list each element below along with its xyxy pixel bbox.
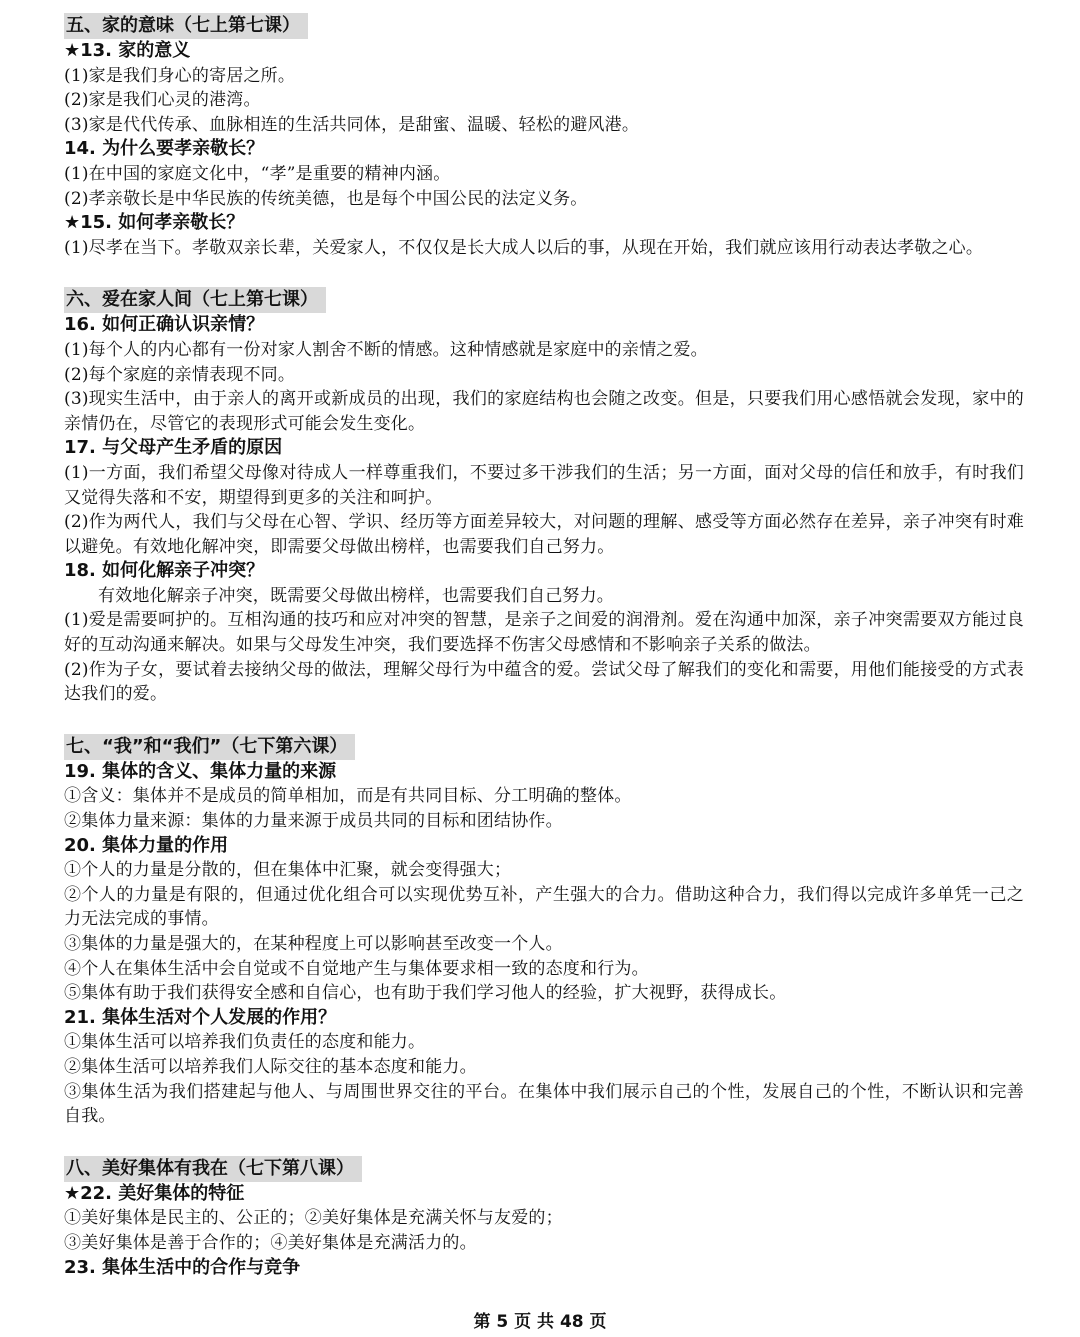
question-title: 19. 集体的含义、集体力量的来源 [64,760,337,782]
answer-item: ①含义：集体并不是成员的简单相加，而是有共同目标、分工明确的整体。 [64,786,632,807]
answer-item: ①美好集体是民主的、公正的；②美好集体是充满关怀与友爱的； [64,1208,563,1229]
answer-item: (3)现实生活中，由于亲人的离开或新成员的出现，我们的家庭结构也会随之改变。但是，只要我们用心感悟就会发现，家中的亲情仍在，尽管它的表现形式可能会发生变化。 [64,389,1024,434]
answer-item: (2)作为两代人，我们与父母在心智、学识、经历等方面差异较大，对问题的理解、感受等方面必然存在差异，亲子冲突有时难以避免。有效地化解冲突，即需要父母做出榜样，也需要我们自己努力。 [64,512,1024,557]
answer-item: (1)爱是需要呵护的。互相沟通的技巧和应对冲突的智慧，是亲子之间爱的润滑剂。爱在沟通中加深，亲子冲突需要双方能过良好的互动沟通来解决。如果与父母发生冲突，我们要选择不伤害父母感情和不影响亲子关系的做法。 [64,610,1024,656]
answer-item: ③集体的力量是强大的，在某种程度上可以影响甚至改变一个人。 [64,934,563,954]
answer-item: ②个人的力量是有限的，但通过优化组合可以实现优势互补，产生强大的合力。借助这种合力，我们得以完成许多单凭一己之力无法完成的事情。 [64,884,1024,930]
answer-item: ④个人在集体生活中会自觉或不自觉地产生与集体要求相一致的态度和行为。 [64,958,649,979]
answer-item: ⑤集体有助于我们获得安全感和自信心，也有助于我们学习他人的经验，扩大视野，获得成长。 [64,983,787,1004]
section-spacer [64,707,1024,733]
answer-item: ①个人的力量是分散的，但在集体中汇聚，就会变得强大； [64,860,512,881]
section [64,12,1024,260]
answer-item: ②集体力量来源：集体的力量来源于成员共同的目标和团结协作。 [64,811,563,832]
answer-item: (1)在中国的家庭文化中，“孝”是重要的精神内涵。 [64,163,451,184]
section-spacer [64,1129,1024,1155]
page-footer: 第 5 页 共 48 页 [473,1312,607,1332]
answer-item: ③集体生活为我们搭建起与他人、与周围世界交往的平台。在集体中我们展示自己的个性，发展自己的个性，不断认识和完善自我。 [64,1081,1024,1127]
question-title: ★22. 美好集体的特征 [64,1182,245,1204]
answer-item: (1)一方面，我们希望父母像对待成人一样尊重我们，不要过多干涉我们的生活；另一方面，面对父母的信任和放手，有时我们又觉得失落和不安，期望得到更多的关注和呵护。 [64,462,1024,508]
answer-item: (2)孝亲敬长是中华民族的传统美德，也是每个中国公民的法定义务。 [64,188,588,209]
question-title: ★15. 如何孝亲敬长？ [64,212,245,234]
question-title: 14. 为什么要孝亲敬长？ [64,138,265,160]
section-spacer [64,260,1024,286]
answer-item: ①集体生活可以培养我们负责任的态度和能力。 [64,1032,426,1053]
document-page [64,12,1024,1280]
answer-item: (1)每个人的内心都有一份对家人割舍不断的情感。这种情感就是家庭中的亲情之爱。 [64,339,708,360]
answer-item: (2)作为子女，要试着去接纳父母的做法，理解父母行为中蕴含的爱。尝试父母了解我们的变化和需要，用他们能接受的方式表达我们的爱。 [64,659,1024,705]
section-header: 八、美好集体有我在（七下第八课） [64,1156,362,1182]
question-title: 17. 与父母产生矛盾的原因 [64,437,283,459]
answer-item: ②集体生活可以培养我们人际交往的基本态度和能力。 [64,1056,477,1077]
answer-item: (1)尽孝在当下。孝敬双亲长辈，关爱家人，不仅仅是长大成人以后的事，从现在开始，我们就应该用行动表达孝敬之心。 [64,237,984,258]
question-title: 21. 集体生活对个人发展的作用？ [64,1006,337,1028]
section-header: 七、“我”和“我们”（七下第六课） [64,734,355,760]
answer-item: ③美好集体是善于合作的；④美好集体是充满活力的。 [64,1232,477,1253]
answer-item: (2)家是我们心灵的港湾。 [64,90,261,111]
section-header: 六、爱在家人间（七上第七课） [64,287,326,313]
answer-item: (3)家是代代传承、血脉相连的生活共同体，是甜蜜、温暖、轻松的避风港。 [64,114,640,135]
question-title: 23. 集体生活中的合作与竞争 [64,1256,301,1278]
section [64,733,1024,1129]
answer-item: (2)每个家庭的亲情表现不同。 [64,364,296,385]
section-header: 五、家的意味（七上第七课） [64,13,308,39]
section [64,286,1024,707]
answer-item: (1)家是我们身心的寄居之所。 [64,65,296,86]
question-intro: 有效地化解亲子冲突，既需要父母做出榜样，也需要我们自己努力。 [98,585,614,606]
question-title: 18. 如何化解亲子冲突？ [64,560,265,582]
section [64,1155,1024,1280]
question-title: 20. 集体力量的作用 [64,834,229,856]
question-title: 16. 如何正确认识亲情？ [64,314,265,336]
question-title: ★13. 家的意义 [64,40,191,61]
